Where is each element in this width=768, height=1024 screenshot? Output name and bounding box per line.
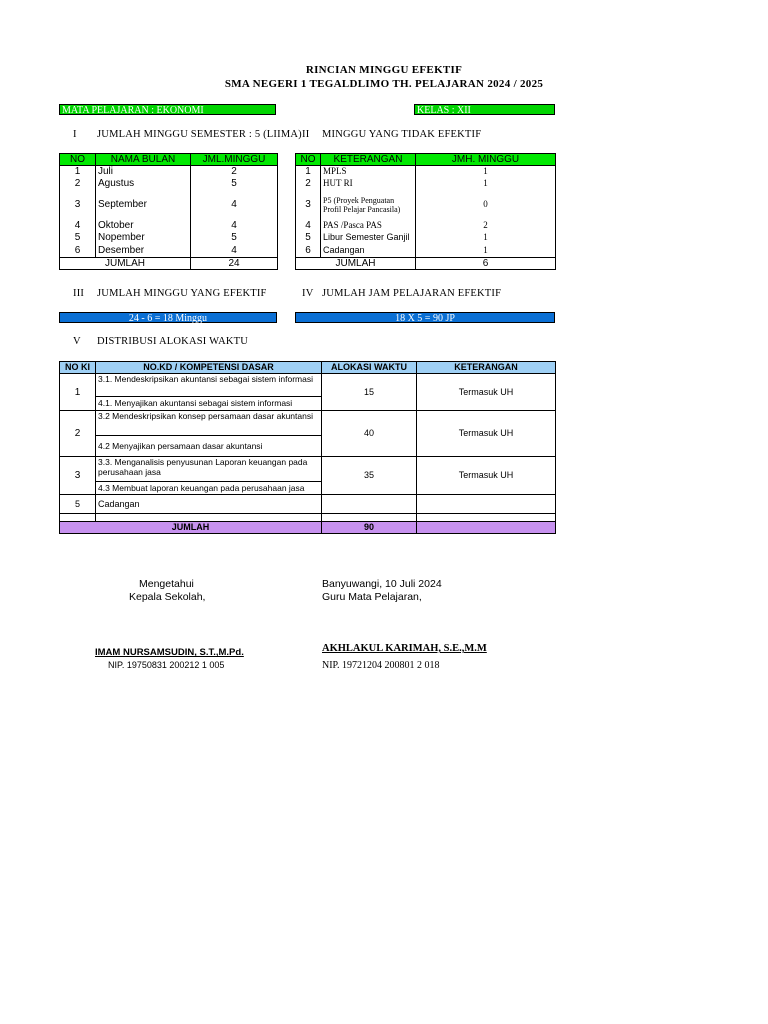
row-jml: 1 bbox=[416, 244, 556, 258]
header-jml-minggu: JML.MINGGU bbox=[191, 154, 278, 166]
row-jml: 1 bbox=[416, 178, 556, 190]
table-row bbox=[296, 190, 556, 220]
section-1-num: I bbox=[73, 129, 77, 140]
table-row bbox=[60, 166, 278, 178]
row-ket: MPLS bbox=[321, 166, 416, 178]
table-row bbox=[296, 178, 556, 190]
row-ket: Cadangan bbox=[321, 244, 416, 258]
right-sign-line1: Banyuwangi, 10 Juli 2024 bbox=[322, 578, 442, 590]
total-label: JUMLAH bbox=[60, 258, 191, 270]
section-3-num: III bbox=[73, 288, 85, 299]
row-ket: PAS /Pasca PAS bbox=[321, 220, 416, 232]
header-no: NO bbox=[296, 154, 321, 166]
row-no-ki: 1 bbox=[60, 374, 96, 411]
table-row bbox=[60, 457, 556, 482]
section-4-num: IV bbox=[302, 288, 314, 299]
table-row bbox=[296, 166, 556, 178]
section-5-num: V bbox=[73, 336, 81, 347]
row-no: 2 bbox=[296, 178, 321, 190]
total-value: 24 bbox=[191, 258, 278, 270]
total-value: 6 bbox=[416, 258, 556, 270]
row-ket: P5 (Proyek Penguatan Profil Pelajar Pancasila) bbox=[321, 190, 416, 220]
row-jml: 4 bbox=[191, 220, 278, 232]
header-no-ki: NO KI bbox=[60, 362, 96, 374]
total-label: JUMLAH bbox=[60, 522, 322, 534]
row-no-ki: 5 bbox=[60, 495, 96, 514]
teacher-name: AKHLAKUL KARIMAH, S.E.,M.M bbox=[322, 643, 487, 654]
table-row bbox=[60, 190, 278, 220]
row-kd: 3.3. Menganalisis penyusunan Laporan keuangan pada perusahaan jasa bbox=[96, 457, 322, 482]
row-kd: 4.3 Membuat laporan keuangan pada perusahaan jasa bbox=[96, 482, 322, 495]
subject-bar: MATA PELAJARAN : EKONOMI bbox=[59, 104, 276, 115]
header-no: NO bbox=[60, 154, 96, 166]
header-jmh-minggu: JMH. MINGGU bbox=[416, 154, 556, 166]
row-ket: Libur Semester Ganjil bbox=[321, 232, 416, 244]
total-row bbox=[296, 258, 556, 270]
row-jml: 2 bbox=[191, 166, 278, 178]
table-row bbox=[60, 514, 556, 522]
header-nama-bulan: NAMA BULAN bbox=[96, 154, 191, 166]
headmaster-name: IMAM NURSAMSUDIN, S.T.,M.Pd. bbox=[95, 647, 244, 658]
section-2-num: II bbox=[302, 129, 310, 140]
row-no: 4 bbox=[296, 220, 321, 232]
header-keterangan: KETERANGAN bbox=[417, 362, 556, 374]
row-jml: 4 bbox=[191, 190, 278, 220]
allocation-table bbox=[59, 361, 556, 534]
right-sign-line2: Guru Mata Pelajaran, bbox=[322, 591, 422, 603]
months-table bbox=[59, 153, 278, 270]
row-kd: Cadangan bbox=[96, 495, 322, 514]
empty-cell bbox=[96, 514, 322, 522]
row-no: 5 bbox=[296, 232, 321, 244]
row-ket: Termasuk UH bbox=[417, 411, 556, 457]
header-kd: NO.KD / KOMPETENSI DASAR bbox=[96, 362, 322, 374]
row-no-ki: 3 bbox=[60, 457, 96, 495]
table-row bbox=[60, 232, 278, 244]
row-kd: 4.2 Menyajikan persamaan dasar akuntansi bbox=[96, 436, 322, 457]
row-alokasi: 15 bbox=[322, 374, 417, 411]
teacher-nip: NIP. 19721204 200801 2 018 bbox=[322, 660, 440, 671]
total-label: JUMLAH bbox=[296, 258, 416, 270]
table-row bbox=[296, 232, 556, 244]
row-jml: 1 bbox=[416, 232, 556, 244]
row-bulan: September bbox=[96, 190, 191, 220]
row-no: 5 bbox=[60, 232, 96, 244]
total-ket bbox=[417, 522, 556, 534]
row-bulan: Desember bbox=[96, 244, 191, 258]
row-alokasi: 40 bbox=[322, 411, 417, 457]
row-jml: 4 bbox=[191, 244, 278, 258]
row-no: 6 bbox=[296, 244, 321, 258]
table-row bbox=[296, 244, 556, 258]
row-jml: 5 bbox=[191, 178, 278, 190]
doc-title: RINCIAN MINGGU EFEKTIF bbox=[305, 64, 463, 76]
row-bulan: Juli bbox=[96, 166, 191, 178]
header-alokasi: ALOKASI WAKTU bbox=[322, 362, 417, 374]
row-alokasi bbox=[322, 495, 417, 514]
left-sign-line2: Kepala Sekolah, bbox=[129, 591, 206, 603]
table-row bbox=[60, 411, 556, 436]
row-bulan: Nopember bbox=[96, 232, 191, 244]
row-bulan: Agustus bbox=[96, 178, 191, 190]
total-row bbox=[60, 522, 556, 534]
row-jml: 1 bbox=[416, 166, 556, 178]
table-row bbox=[60, 374, 556, 397]
row-jml: 2 bbox=[416, 220, 556, 232]
empty-cell bbox=[417, 514, 556, 522]
empty-cell bbox=[60, 514, 96, 522]
row-ket: Termasuk UH bbox=[417, 374, 556, 411]
row-no-ki: 2 bbox=[60, 411, 96, 457]
row-no: 3 bbox=[296, 190, 321, 220]
table-row bbox=[60, 495, 556, 514]
section-2-title: MINGGU YANG TIDAK EFEKTIF bbox=[322, 129, 482, 140]
row-no: 1 bbox=[296, 166, 321, 178]
row-jml: 5 bbox=[191, 232, 278, 244]
headmaster-nip: NIP. 19750831 200212 1 005 bbox=[108, 660, 225, 670]
row-no: 4 bbox=[60, 220, 96, 232]
row-jml: 0 bbox=[416, 190, 556, 220]
class-bar: KELAS : XII bbox=[414, 104, 555, 115]
row-no: 3 bbox=[60, 190, 96, 220]
school-title: SMA NEGERI 1 TEGALDLIMO TH. PELAJARAN 2024 / 2025 bbox=[224, 78, 544, 90]
table-row bbox=[60, 178, 278, 190]
non-effective-table bbox=[295, 153, 556, 270]
empty-cell bbox=[322, 514, 417, 522]
row-no: 2 bbox=[60, 178, 96, 190]
row-alokasi: 35 bbox=[322, 457, 417, 495]
effective-hours-bar: 18 X 5 = 90 JP bbox=[295, 312, 555, 323]
row-ket: Termasuk UH bbox=[417, 457, 556, 495]
table-row bbox=[60, 244, 278, 258]
row-bulan: Oktober bbox=[96, 220, 191, 232]
header-keterangan: KETERANGAN bbox=[321, 154, 416, 166]
row-kd: 3.1. Mendeskripsikan akuntansi sebagai sistem informasi bbox=[96, 374, 322, 397]
row-no: 6 bbox=[60, 244, 96, 258]
table-row bbox=[60, 220, 278, 232]
row-kd: 4.1. Menyajikan akuntansi sebagai sistem informasi bbox=[96, 397, 322, 411]
effective-weeks-bar: 24 - 6 = 18 Minggu bbox=[59, 312, 277, 323]
row-ket: HUT RI bbox=[321, 178, 416, 190]
row-ket bbox=[417, 495, 556, 514]
row-no: 1 bbox=[60, 166, 96, 178]
total-value: 90 bbox=[322, 522, 417, 534]
table-row bbox=[296, 220, 556, 232]
section-1-title: JUMLAH MINGGU SEMESTER : 5 (LIIMA) bbox=[97, 129, 302, 140]
section-4-title: JUMLAH JAM PELAJARAN EFEKTIF bbox=[322, 288, 502, 299]
total-row bbox=[60, 258, 278, 270]
left-sign-line1: Mengetahui bbox=[139, 578, 194, 590]
row-kd: 3.2 Mendeskripsikan konsep persamaan dasar akuntansi bbox=[96, 411, 322, 436]
section-3-title: JUMLAH MINGGU YANG EFEKTIF bbox=[97, 288, 267, 299]
section-5-title: DISTRIBUSI ALOKASI WAKTU bbox=[97, 336, 249, 347]
